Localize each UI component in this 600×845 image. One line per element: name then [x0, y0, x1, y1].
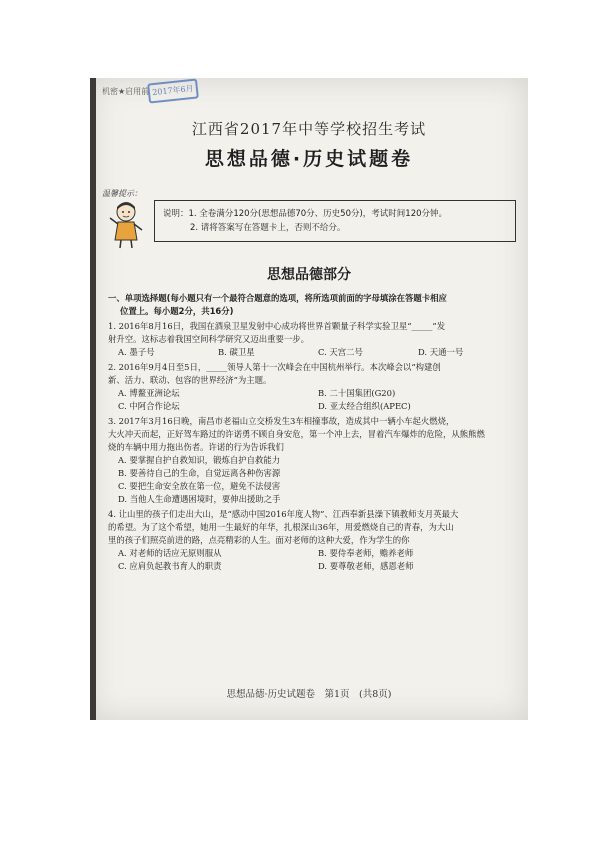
section-title: 思想品德部分: [267, 267, 351, 283]
option-d: D. 当他人生命遭遇困境时，要伸出援助之手: [118, 494, 281, 504]
option-a: A. 博鳌亚洲论坛: [118, 388, 180, 398]
option-c: C. 中阿合作论坛: [118, 401, 180, 411]
option-a: A. 墨子号: [118, 347, 155, 357]
question-2: [108, 361, 518, 413]
confidential-mark: 机密★启用前: [102, 87, 150, 96]
instruction-line-1: 说明：1. 全卷满分120分(思想品德70分、历史50分)，考试时间120分钟。: [163, 209, 448, 219]
option-c: C. 要把生命安全放在第一位，避免不法侵害: [118, 481, 281, 491]
option-a: A. 对老师的话应无原则服从: [118, 548, 222, 558]
question-3-line-2: 大火冲天而起，正好驾车路过的许诺勇不顾自身安危，第一个冲上去，冒着汽车爆炸的危险，从熊熊燃: [108, 429, 485, 439]
question-2-line-1: 2. 2016年9月4日至5日，_____领导人第十一次峰会在中国杭州举行。本次峰会以“构建创: [108, 362, 441, 372]
cartoon-student-icon: [104, 198, 148, 250]
question-2-options-row-1: [108, 387, 518, 400]
option-c: C. 天宫二号: [318, 347, 363, 357]
option-d: D. 要尊敬老师，感恩老师: [318, 561, 414, 571]
part-heading-line-1: 一、单项选择题(每小题只有一个最符合题意的选项，将所选项前面的字母填涂在答题卡相应: [108, 293, 447, 303]
paper-shadow-edge: [90, 78, 96, 720]
question-3-line-1: 3. 2017年3月16日晚，南昌市老福山立交桥发生3车相撞事故，造成其中一辆小车起火燃烧，: [108, 416, 455, 426]
option-b: B. 碳卫星: [218, 347, 255, 357]
option-d: D. 亚太经合组织(APEC): [318, 401, 411, 411]
exam-paper-photo: [90, 78, 528, 720]
question-3-line-3: 烧的车辆中用力拖出伤者。许诺的行为告诉我们: [108, 442, 284, 452]
question-4-line-2: 的希望。为了这个希望，她用一生最好的年华，扎根深山36年，用爱燃烧自己的青春，为大山: [108, 522, 454, 532]
tip-label: 温馨提示：: [102, 189, 142, 198]
question-4: [108, 508, 518, 573]
part-heading-line-2: 位置上。每小题2分，共16分): [120, 306, 234, 316]
question-2-options-row-2: [108, 400, 518, 413]
option-d: D. 天通一号: [418, 347, 464, 357]
option-b: B. 二十国集团(G20): [318, 388, 396, 398]
subject-title: 思想品德·历史试题卷: [204, 148, 414, 170]
question-content: [108, 292, 518, 573]
option-b: B. 要善待自己的生命，自觉远离各种伤害源: [118, 468, 281, 478]
instruction-line-2: 2. 请将答案写在答题卡上，否则不给分。: [190, 223, 346, 233]
question-1-line-2: 射升空。这标志着我国空间科学研究又迈出重要一步。: [108, 334, 309, 344]
exam-title: 江西省2017年中等学校招生考试: [191, 120, 427, 138]
question-1-options: [108, 346, 518, 359]
option-b: B. 要侍奉老师，赡养老师: [318, 548, 414, 558]
part-heading: [108, 292, 518, 318]
question-4-line-3: 里的孩子们照亮前进的路，点亮精彩的人生。面对老师的这种大爱，作为学生的你: [108, 535, 410, 545]
page-footer: 思想品德·历史试题卷 第1页 (共8页): [226, 689, 392, 700]
question-2-line-2: 新、活力、联动、包容的世界经济”为主题。: [108, 375, 272, 385]
question-3: [108, 415, 518, 506]
question-1-line-1: 1. 2016年8月16日，我国在酒泉卫星发射中心成功将世界首颗量子科学实验卫星“_____”发: [108, 321, 446, 331]
option-c: C. 应肩负起教书育人的职责: [118, 561, 222, 571]
question-4-options-row-2: [108, 560, 518, 573]
option-a: A. 要掌握自护自救知识，锻炼自护自救能力: [118, 455, 281, 465]
question-1: [108, 320, 518, 359]
instructions-box: [154, 200, 516, 242]
date-seal: 2017年6月: [147, 78, 199, 103]
question-4-line-1: 4. 让山里的孩子们走出大山，是“感动中国2016年度人物”、江西奉新县澡下镇教师支月英最大: [108, 509, 459, 519]
question-4-options-row-1: [108, 547, 518, 560]
